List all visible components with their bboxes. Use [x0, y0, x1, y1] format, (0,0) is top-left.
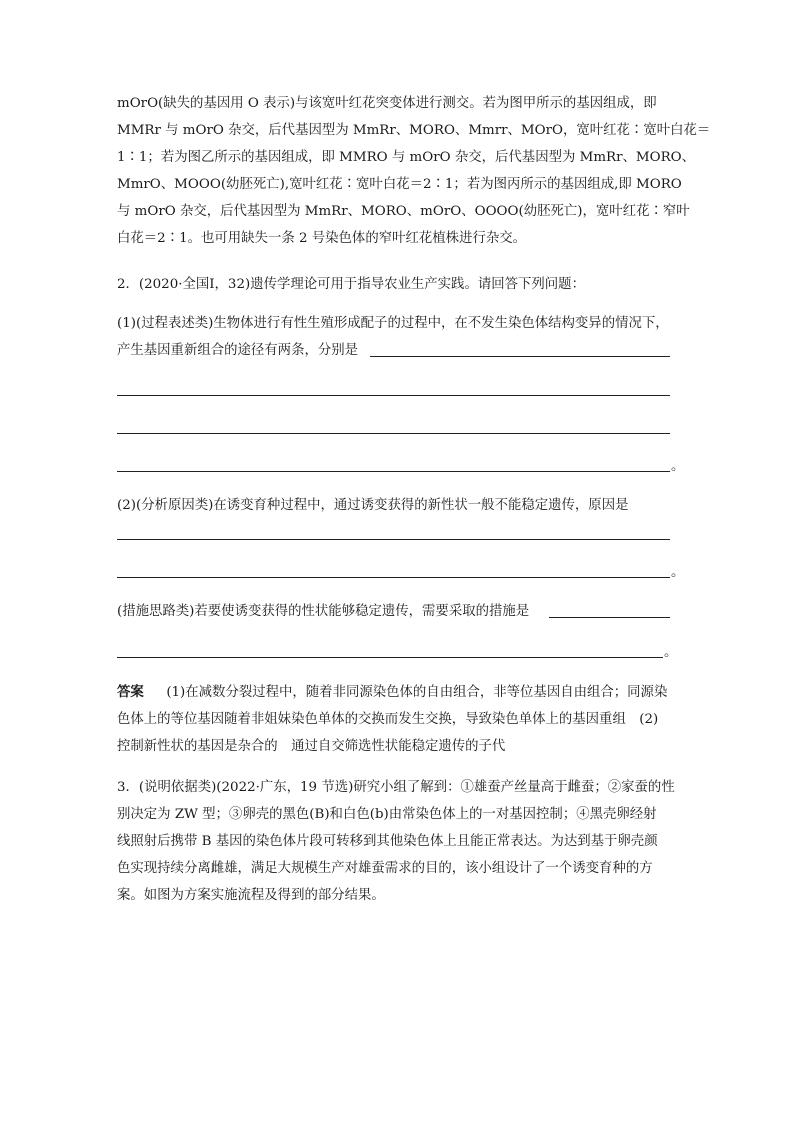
text-line: 3．(说明依据类)(2022·广东，19 节选)研究小组了解到：①雄蚕产丝量高于雌蚕；②家蚕的性: [117, 780, 675, 795]
answer-blank-line[interactable]: [117, 577, 670, 578]
text-line: 白花＝2∶1。也可用缺失一条 2 号染色体的窄叶红花植株进行杂交。: [117, 231, 527, 246]
text-line: 案。如图为方案实施流程及得到的部分结果。: [117, 888, 385, 903]
text-line: mOrO(缺失的基因用 O 表示)与该宽叶红花突变体进行测交。若为图甲所示的基因组成，即: [117, 96, 657, 111]
answer-line: 色体上的等位基因随着非姐妹染色单体的交换而发生交换，导致染色单体上的基因重组 (2): [117, 712, 659, 727]
question-2-part-2-line-1: (2)(分析原因类)在诱变育种过程中，通过诱变获得的新性状一般不能稳定遗传，原因是: [117, 498, 629, 513]
answer-blank-line[interactable]: [370, 356, 670, 357]
sentence-period: 。: [664, 645, 678, 660]
answer-blank-line[interactable]: [549, 617, 670, 618]
answer-blank-line[interactable]: [117, 433, 670, 434]
answer-line: 控制新性状的基因是杂合的 通过自交筛选性状能稳定遗传的子代: [117, 739, 506, 754]
answer-blank-line[interactable]: [117, 539, 670, 540]
answer-blank-line[interactable]: [117, 657, 663, 658]
sentence-period: 。: [671, 459, 685, 474]
question-2-title: 2．(2020·全国Ⅰ，32)遗传学理论可用于指导农业生产实践。请回答下列问题：: [117, 277, 585, 292]
text-line: 与 mOrO 杂交，后代基因型为 MmRr、MORO、mOrO、OOOO(幼胚死亡)，宽叶红花∶窄叶: [117, 204, 690, 219]
question-3: [117, 774, 689, 909]
sentence-period: 。: [671, 565, 685, 580]
question-2-part-1-line-1: (1)(过程表述类)生物体进行有性生殖形成配子的过程中，在不发生染色体结构变异的情况下，: [117, 316, 669, 331]
previous-answer-paragraph: [117, 90, 711, 252]
answer-text: (1)在减数分裂过程中，随着非同源染色体的自由组合，非等位基因自由组合；同源染: [166, 685, 668, 700]
question-2-part-3-line-1: (措施思路类)若要使诱变获得的性状能够稳定遗传，需要采取的措施是: [117, 604, 530, 619]
text-line: MmrO、MOOO(幼胚死亡),宽叶红花∶宽叶白花＝2∶1；若为图丙所示的基因组成,即 MORO: [117, 177, 682, 192]
question-2-part-1-line-2: 产生基因重新组合的途径有两条，分别是: [117, 343, 359, 358]
answer-label: 答案: [117, 684, 144, 700]
text-line: MMRr 与 mOrO 杂交，后代基因型为 MmRr、MORO、Mmrr、MOrO，宽叶红花∶宽叶白花＝: [117, 123, 711, 138]
answer-blank-line[interactable]: [117, 471, 670, 472]
text-line: 线照射后携带 B 基因的染色体片段可转移到其他染色体上且能正常表达。为达到基于卵壳颜: [117, 834, 658, 849]
answer-line: [117, 679, 692, 706]
text-line: 1∶1；若为图乙所示的基因组成，即 MMRO 与 mOrO 杂交，后代基因型为 MmRr、MORO、: [117, 150, 696, 165]
answer-section: [117, 679, 692, 760]
answer-blank-line[interactable]: [117, 395, 670, 396]
text-line: 别决定为 ZW 型；③卵壳的黑色(B)和白色(b)由常染色体上的一对基因控制；④黑壳卵经射: [117, 807, 657, 822]
text-line: 色实现持续分离雌雄，满足大规模生产对雄蚕需求的目的，该小组设计了一个诱变育种的方: [117, 861, 653, 876]
